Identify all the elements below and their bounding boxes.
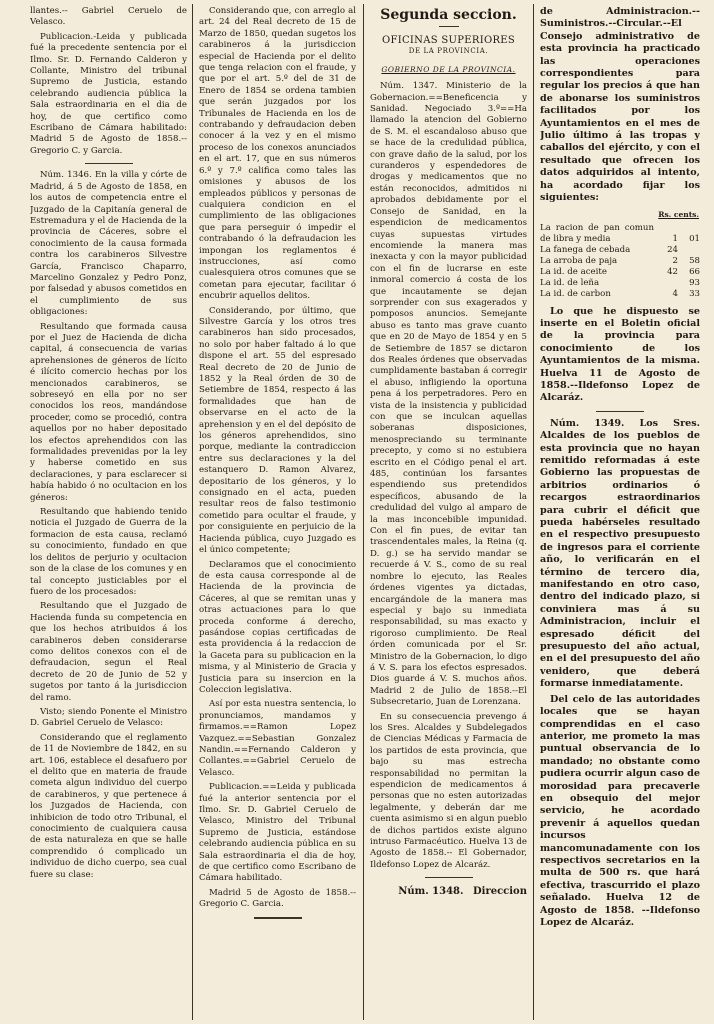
table-row	[540, 256, 700, 267]
column-3	[370, 6, 527, 1018]
paragraph: Resultando que formada causa por el Juez de Hacienda de dicha capital, á consecuencia de varias aprehensiones de géneros de lícito é ilícito comercio hechas por los mencionados carabineros, se sobreseyó en ella por no ser conocidos los reos, mandándose proceder, como se procedió, contra aquellos por no haber depositado los efectos aprehendidos con las formalidades prevenidas por la ley y haberse cometido en sus declaraciones, y para esclarecer si había habido ó no ocultacion en los géneros:	[30, 321, 187, 503]
table-row	[540, 289, 700, 300]
paragraph: Resultando que habiendo tenido noticia el Juzgado de Guerra de la formacion de esta causa, reclamó su conocimiento, fundado en que los delitos de perjurio y ocultacion son de la clase de los comunes y en tal concepto justiciables por el fuero de los procesados:	[30, 507, 187, 597]
paragraph: Considerando, por último, que Silvestre García y los otros tres carabineros han sido procesados, no solo por haber faltado á lo que dispone el art. 55 del espresado Real decreto de 20 de Junio de 1852 y la Real órden de 30 de Setiembre de 1854, respecto á las formalidades que han de observarse en el acto de la aprehension y en el del depósito de los géneros aprehendidos, sino porque, mediante la contradiccion entre sus declaraciones y la del estanquero D. Ramon Alvarez, depositario de los géneros, y lo consignado en el acta, pueden resultar reos de falso testimonio cometido para ocultar el fraude, y por consiguiente en perjuicio de la Hacienda pública, cuyo Juzgado es el único competente;	[199, 305, 356, 556]
paragraph: Declaramos que el conocimiento de esta causa corresponde al de Hacienda de la provincia de Cáceres, al que se remitan unas y otras actuaciones para lo que proceda conforme á derecho, pasándose copias certificadas de esta providencia á la redaccion de la Gaceta para su publicacion en la misma, y al Ministerio de Gracia y Justicia para su insercion en la Coleccion legislativa.	[199, 559, 356, 695]
office-title: OFICINAS SUPERIORES	[381, 35, 516, 46]
department-heading: GOBIERNO DE LA PROVINCIA.	[381, 64, 516, 74]
table-cell-item: La id. de aceite	[540, 266, 607, 277]
paragraph: llantes.-- Gabriel Ceruelo de Velasco.	[30, 6, 187, 28]
office-subtitle: DE LA PROVINCIA.	[408, 47, 489, 56]
table-cell-item: La racion de pan comun de libra y media	[540, 222, 654, 244]
paragraph: Núm. 1349. Los Sres. Alcaldes de los pueblos de esta provincia que no hayan remitido reformadas á este Gobierno las propuestas de arbitrios ordinarios ó recargos estraordinarios para cubrir el déficit que pueda habérseles resultado en el respectivo presupuesto de ingresos para el corriente año, lo verificarán en el término de tercero dia, manifestando en otro caso, dentro del indicado plazo, si conviniera mas á su Administracion, incluir el espresado déficit del presupuesto del año actual, en el del presupuesto del año venidero, que deberá formarse inmediatamente.	[540, 417, 700, 690]
table-row	[540, 223, 700, 245]
paragraph: Lo que he dispuesto se inserte en el Boletin oficial de la provincia para conocimiento de los Ayuntamientos de la misma. Huelva 11 de Agosto de 1858.--Ildefonso Lopez de Alcaráz.	[540, 305, 700, 404]
paragraph: Resultando que el Juzgado de Hacienda funda su competencia en que los hechos atribuidos á los carabineros deben considerarse como delitos conexos con el de defraudacion, segun el Real decreto de 20 de Junio de 52 y sugetos por tanto á la jurisdiccion del ramo.	[30, 601, 187, 703]
table-header: Rs. cents.	[658, 209, 699, 219]
column-divider	[533, 4, 534, 1020]
table-cell-item: La fanega de cebada	[540, 244, 631, 255]
paragraph: Núm. 1346. En la villa y córte de Madrid, á 5 de Agosto de 1858, en los autos de competencia entre el Juzgado de la Capitanía general de Estremadura y el de Hacienda de la provincia de Cáceres, sobre el conocimiento de la causa formada contra los carabineros Silvestre García, Francisco Chaparro, Marcelino Gonzalez y Pedro Ponz, por falsedad y abusos cometidos en el cumplimiento de sus obligaciones:	[30, 170, 187, 318]
separator	[254, 917, 302, 919]
paragraph: Así por esta nuestra sentencia, lo pronunciamos, mandamos y firmamos.==Ramon Lopez Vazquez.==Sebastian Gonzalez Nandin.==Fernando Calderon y Collantes.==Gabriel Ceruelo de Velasco.	[199, 699, 356, 778]
table-cell-cents: 01	[689, 233, 700, 244]
paragraph: Visto; siendo Ponente el Ministro D. Gabriel Ceruelo de Velasco:	[30, 706, 187, 729]
table-cell-item: La id. de leña	[540, 277, 600, 288]
table-cell-rs: 42	[667, 266, 678, 277]
paragraph: Núm. 1347. Ministerio de la Gobernacion.==Beneficencia y Sanidad. Negociado 3.º==Ha llamado la atencion del Gobierno de S. M. el escandaloso abuso que se hace de la credulidad pública, con grave daño de la salud, por los curanderos y espendedores de drogas y medicamentos que no están reconocidos, admitidos ni aprobados debidamente por el Consejo de Sanidad, en la espendicion de medicamentos cuyas supuestas virtudes encomiende la manera mas inexacta y con la mayor publicidad con el fin de lucrarse en este inmoral comercio á costa de los que incautamente se dejan sorprender con sus exagerados y pomposos anuncios. Semejante abuso es tanto mas grave cuanto que en 20 de Mayo de 1854 y en 5 de Setiembre de 1857 se dictaron dos Reales órdenes que observadas cumplidamente bastaban á corregir el abuso, infligiendo la oportuna pena á los perpetradores. Pero en vista de la insistencia y publicidad con que se inculcan aquellas soberanas disposiciones, menospreciando su terminante precepto, y como si no estubiera escrito en el Código penal el art. 485, continúan los farsantes espendiendo sus pretendidos específicos, abusando de la credulidad del vulgo al amparo de la mas inconcebible impunidad. Con el fin pues, de evitar tan trascendentales males, la Reina (q. D. g.) se ha servido mandar se recuerde á V. S., como de su real nombre lo ejecuto, las Reales órdenes vigentes ya dictadas, encargándole de la manera mas especial y bajo su inmediata responsabilidad, su mas exacto y rigoroso cumplimiento. De Real órden comunicada por el Sr. Ministro de la Gobernacion, lo digo á V. S. para los efectos espresados. Dios guarde á V. S. muchos años. Madrid 2 de Julio de 1858.--El Subsecretario, Juan de Lorenzana.	[370, 81, 527, 708]
table-cell-cents: 33	[689, 288, 700, 299]
separator	[85, 163, 133, 164]
table-cell-cents	[678, 245, 700, 256]
column-2	[199, 6, 356, 1018]
column-1	[30, 6, 187, 1018]
table-cell-cents: 93	[689, 277, 700, 288]
paragraph: Publicacion.-Leida y publicada fué la precedente sentencia por el Ilmo. Sr. D. Fernando Calderon y Collante, Ministro del tribunal Supremo de Justicia, estando celebrando audiencia pública la Sala estraordinaria en el dia de hoy, de que certifico como Escribano de Cámara habilitado: Madrid 5 de Agosto de 1858.-- Gregorio C. y Garcia.	[30, 31, 187, 156]
column-4	[540, 6, 700, 1018]
table-cell-rs: 1	[672, 233, 678, 244]
price-table	[540, 208, 700, 300]
table-cell-rs: 2	[672, 255, 678, 266]
notice-heading-word: Direccion	[472, 886, 527, 898]
paragraph: Considerando que, con arreglo al art. 24 del Real decreto de 15 de Marzo de 1850, quedan sugetos los carabineros á la jurisdiccion especial de Hacienda por el delito que tenga relacion con el fraude, y que por el art. 5.º del de 31 de Enero de 1854 se ordena tambien que serán juzgados por los Tribunales de Hacienda en los de contrabando y defraudacion deben conocer á la vez y en el mismo proceso de los conexos anunciados en el art. 17, que en sus números 6.º y 7.º califica como tales las omisiones y abusos de los empleados públicos y personas de cualquiera condicion en el cumplimiento de las obligaciones que para perseguir ó impedir el contrabando ó la defraudacion les impongan los reglamentos é instrucciones, así como cualesquiera otros comunes que se cometan para ejecutar, facilitar ó encubrir aquellos delitos.	[199, 6, 356, 302]
paragraph: Considerando que el reglamento de 11 de Noviembre de 1842, en su art. 106, establece el desafuero por el delito que en materia de fraude cometa algun individuo del cuerpo de carabineros, y que pertenece á los Juzgados de Hacienda, con inhibicion de todo otro Tribunal, el conocimiento de cualquiera causa de esta naturaleza en que se halle comprendido ó complicado un individuo de dicho cuerpo, sea cual fuere su clase:	[30, 732, 187, 880]
paragraph: de Administracion.--Suministros.--Circular.--El Consejo administrativo de esta provincia ha practicado las operaciones correspondientes para regular los precios á que han de abonarse los suministros facilitados por los Ayuntamientos en el mes de Julio último á las tropas y caballos del ejército, y con el resultado que ofrecen los datos adquiridos al intento, ha acordado fijar los siguientes:	[540, 6, 700, 204]
table-cell-cents: 58	[689, 255, 700, 266]
table-cell-cents: 66	[689, 266, 700, 277]
paragraph: Del celo de las autoridades locales que se hayan comprendidas en el caso anterior, me prometo la mas puntual observancia de lo mandado; no obstante como pudiera ocurrir algun caso de morosidad para precaverle en obsequio del mejor servicio, he acordado prevenir á aquellos quedan incursos mancomunadamente con los respectivos secretarios en la multa de 500 rs. que hará efectiva, trascurrido el plazo señalado. Huelva 12 de Agosto de 1858. --Ildefonso Lopez de Alcaráz.	[540, 693, 700, 928]
table-row	[540, 278, 700, 289]
paragraph: Publicacion.==Leida y publicada fué la anterior sentencia por el Ilmo. Sr. D. Gabriel Ceruelo de Velasco, Ministro del Tribunal Supremo de Justicia, estándose celebrando audiencia pública en su Sala estraordinaria el dia de hoy, de que certifico como Escribano de Cámara habilitado.	[199, 782, 356, 884]
paragraph: Madrid 5 de Agosto de 1858.-- Gregorio C. Garcia.	[199, 887, 356, 910]
separator	[439, 26, 459, 27]
table-row	[540, 267, 700, 278]
section-title: Segunda seccion.	[380, 7, 517, 23]
table-cell-item: La arroba de paja	[540, 255, 618, 266]
column-divider	[192, 4, 193, 1020]
notice-number-line	[370, 886, 527, 897]
notice-number: Núm. 1348.	[398, 886, 464, 898]
table-cell-rs: 24	[667, 244, 678, 255]
column-divider	[363, 4, 364, 1020]
table-cell-item: La id. de carbon	[540, 288, 611, 299]
table-row	[540, 245, 700, 256]
paragraph: En su consecuencia prevengo á los Sres. Alcaldes y Subdelegados de Ciencias Médicas y Farmacia de los partidos de esta provincia, que bajo su mas estrecha responsabilidad no permitan la espendicion de medicamentos á personas que no esten autorizadas legalmente, y deberán dar me cuenta asimismo si en algun pueblo de dichos partidos existe alguno intruso Farmacéutico. Huelva 13 de Agosto de 1858.-- El Gobernador, Ildefonso Lopez de Alcaráz.	[370, 711, 527, 870]
table-cell-rs	[654, 278, 678, 289]
separator	[596, 411, 644, 412]
table-cell-rs: 4	[672, 288, 678, 299]
separator	[425, 877, 473, 878]
